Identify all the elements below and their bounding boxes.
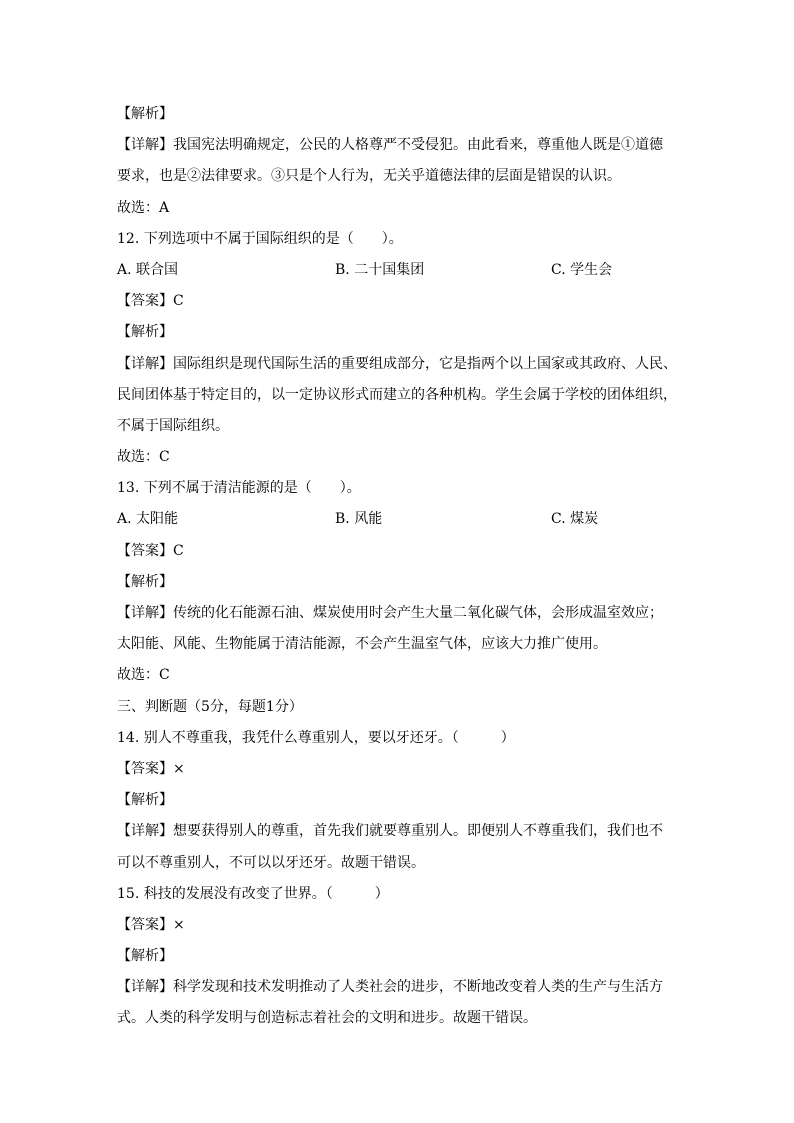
section-label-analysis: 【解析】: [117, 948, 173, 965]
explanation-text: 太阳能、风能、生物能属于清洁能源，不会产生温室气体，应该大力推广使用。: [117, 636, 607, 653]
question-12-options: [117, 255, 682, 286]
question-13-options: [117, 504, 682, 535]
explanation-text: 可以不尊重别人，不可以以牙还牙。故题干错误。: [117, 854, 425, 871]
choice-result: 故选：A: [117, 199, 170, 216]
answer-label: 【答案】C: [117, 293, 184, 310]
section-label-analysis: 【解析】: [117, 106, 173, 122]
section-label-analysis: 【解析】: [117, 324, 173, 341]
answer-label: 【答案】C: [117, 542, 184, 559]
explanation-text: 【详解】传统的化石能源石油、煤炭使用时会产生大量二氧化碳气体，会形成温室效应；: [117, 605, 663, 621]
question-14: 14. 别人不尊重我，我凭什么尊重别人，要以牙还牙。（ ）: [117, 729, 515, 746]
choice-result: 故选：C: [117, 667, 170, 684]
question-13: 13. 下列不属于清洁能源的是（ ）。: [117, 480, 361, 497]
option-b: B. 二十国集团: [335, 261, 425, 278]
option-c: C. 学生会: [551, 261, 613, 278]
choice-result: 故选：C: [117, 449, 170, 466]
explanation-text: 【详解】想要获得别人的尊重，首先我们就要尊重别人。即便别人不尊重我们，我们也不: [117, 823, 663, 840]
option-a: A. 联合国: [117, 261, 179, 278]
explanation-text: 【详解】国际组织是现代国际生活的重要组成部分，它是指两个以上国家或其政府、人民、: [117, 355, 677, 372]
section-label-analysis: 【解析】: [117, 792, 173, 809]
question-15: 15. 科技的发展没有改变了世界。（ ）: [117, 885, 389, 902]
option-a: A. 太阳能: [117, 511, 179, 528]
answer-label: 【答案】×: [117, 916, 185, 933]
section-heading-true-false: 三、判断题（5分，每题1分）: [117, 698, 303, 715]
document-page: [117, 99, 682, 1035]
explanation-text: 【详解】我国宪法明确规定，公民的人格尊严不受侵犯。由此看来，尊重他人既是①道德: [117, 137, 663, 154]
explanation-text: 要求，也是②法律要求。③只是个人行为，无关乎道德法律的层面是错误的认识。: [117, 168, 621, 185]
answer-label: 【答案】×: [117, 760, 185, 777]
explanation-text: 民间团体基于特定目的，以一定协议形式而建立的各种机构。学生会属于学校的团体组织，: [117, 386, 677, 403]
explanation-text: 式。人类的科学发明与创造标志着社会的文明和进步。故题干错误。: [117, 1010, 537, 1027]
explanation-text: 【详解】科学发现和技术发明推动了人类社会的进步，不断地改变着人类的生产与生活方: [117, 979, 663, 996]
option-c: C. 煤炭: [551, 511, 599, 528]
question-12: 12. 下列选项中不属于国际组织的是（ ）。: [117, 230, 403, 247]
explanation-text: 不属于国际组织。: [117, 417, 229, 434]
section-label-analysis: 【解析】: [117, 573, 173, 590]
option-b: B. 风能: [335, 511, 383, 528]
